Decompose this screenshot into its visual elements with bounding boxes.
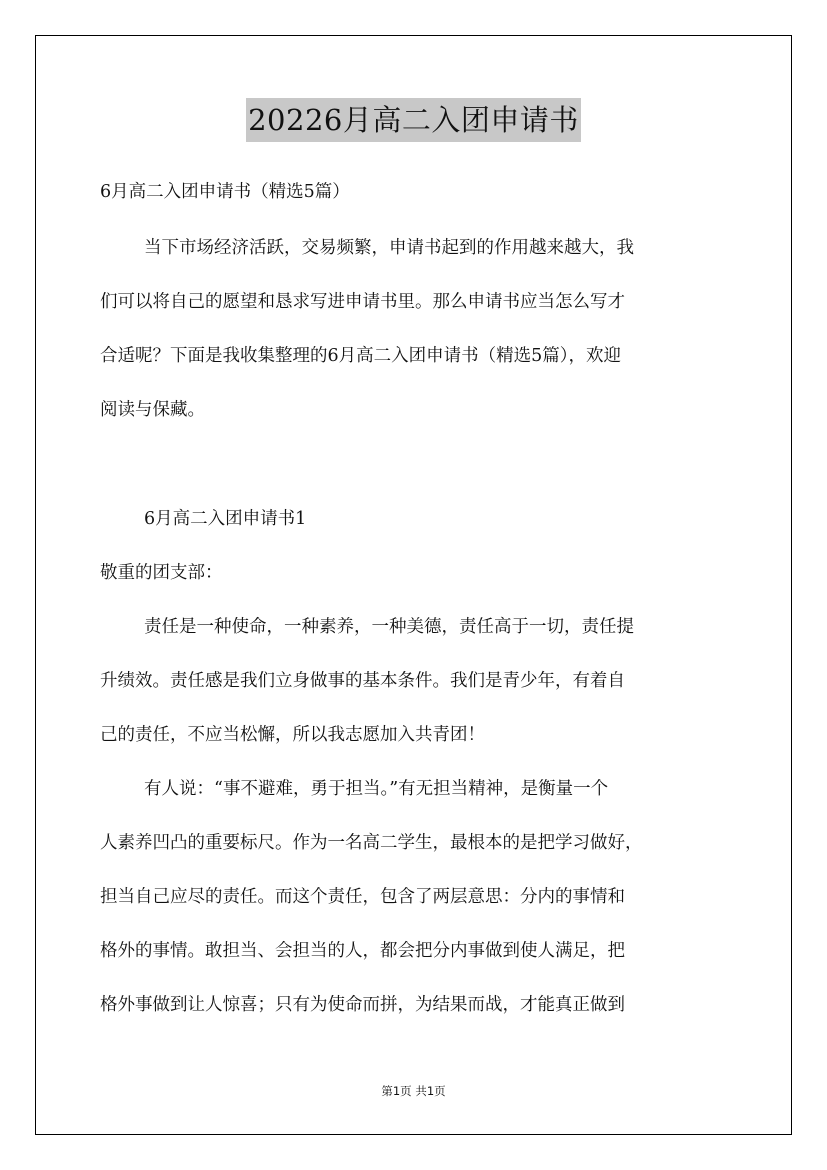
page-number-footer: 第1页 共1页 — [381, 1084, 446, 1098]
intro-line: 合适呢？下面是我收集整理的6月高二入团申请书（精选5篇），欢迎 — [100, 346, 622, 366]
paragraph-line: 格外的事情。敢担当、会担当的人，都会把分内事做到使人满足，把 — [100, 941, 625, 961]
paragraph-line: 己的责任，不应当松懈，所以我志愿加入共青团！ — [100, 725, 485, 745]
intro-line: 们可以将自己的愿望和恳求写进申请书里。那么申请书应当怎么写才 — [100, 292, 625, 312]
document-subtitle: 6月高二入团申请书（精选5篇） — [100, 182, 350, 202]
intro-line: 当下市场经济活跃，交易频繁，申请书起到的作用越来越大，我 — [144, 238, 634, 258]
section-heading: 6月高二入团申请书1 — [144, 509, 307, 529]
paragraph-line: 担当自己应尽的责任。而这个责任，包含了两层意思：分内的事情和 — [100, 887, 625, 907]
document-title: 20226月高二入团申请书 — [246, 98, 581, 142]
paragraph-line: 格外事做到让人惊喜；只有为使命而拼，为结果而战，才能真正做到 — [100, 995, 625, 1015]
paragraph-line: 人素养凹凸的重要标尺。作为一名高二学生，最根本的是把学习做好， — [100, 833, 643, 853]
paragraph-line: 有人说：“事不避难，勇于担当。”有无担当精神，是衡量一个 — [144, 779, 609, 799]
intro-line: 阅读与保藏。 — [100, 400, 205, 420]
title-container — [0, 98, 827, 142]
paragraph-line: 升绩效。责任感是我们立身做事的基本条件。我们是青少年，有着自 — [100, 671, 625, 691]
salutation: 敬重的团支部： — [100, 563, 223, 583]
paragraph-line: 责任是一种使命，一种素养，一种美德，责任高于一切，责任提 — [144, 617, 634, 637]
